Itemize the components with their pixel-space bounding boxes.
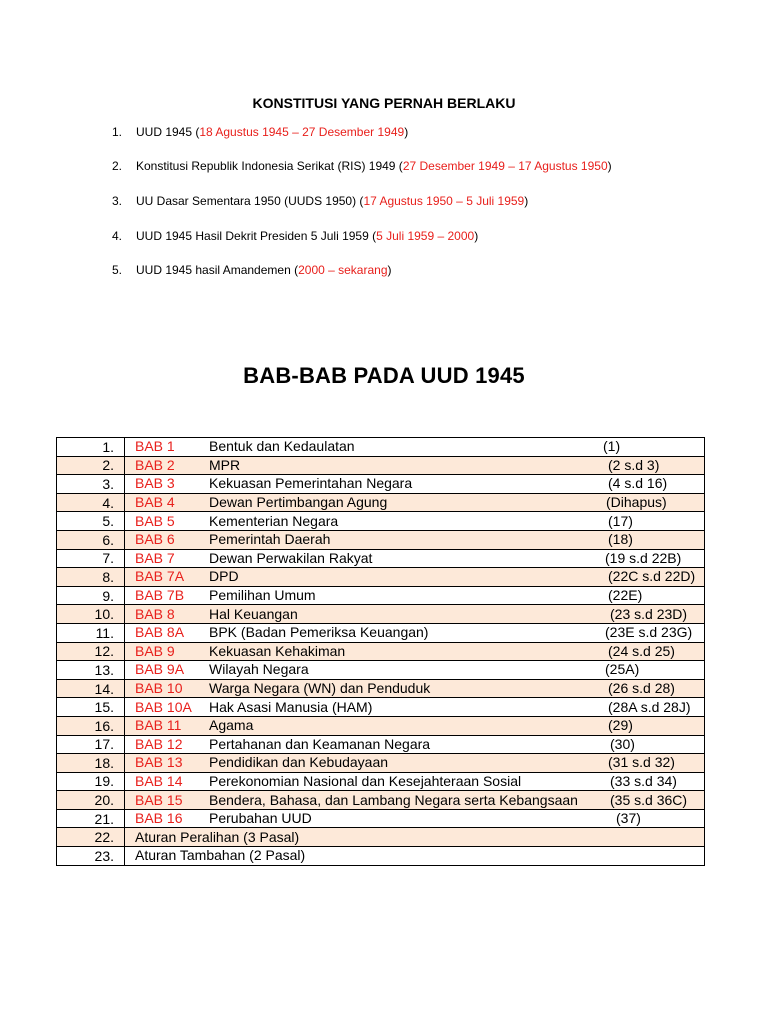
table-row: [57, 586, 705, 605]
row-content: [125, 586, 705, 605]
bab-label: BAB 14: [135, 772, 183, 789]
row-content: [125, 791, 705, 810]
row-number: 19.: [57, 772, 125, 791]
konstitusi-item-text: UUD 1945 Hasil Dekrit Presiden 5 Juli 1959 (: [136, 229, 377, 243]
bab-label: BAB 12: [135, 735, 183, 752]
row-number: 10.: [57, 605, 125, 624]
article-range: (28A s.d 28J): [608, 698, 691, 715]
bab-label: BAB 13: [135, 754, 183, 771]
table-row: [57, 847, 705, 866]
table-row: [57, 438, 705, 457]
konstitusi-item-number: 4.: [112, 229, 123, 243]
bab-name: Aturan Peralihan (3 Pasal): [135, 828, 300, 845]
bab-name: Aturan Tambahan (2 Pasal): [135, 847, 306, 864]
row-content: [125, 530, 705, 549]
article-range: (23 s.d 23D): [610, 605, 688, 622]
konstitusi-item-period: 27 Desember 1949 – 17 Agustus 1950: [402, 159, 608, 173]
article-range: (17): [608, 512, 633, 529]
row-content: [125, 605, 705, 624]
konstitusi-item-period: 18 Agustus 1945 – 27 Desember 1949: [199, 125, 405, 139]
article-range: (26 s.d 28): [608, 680, 675, 697]
table-row: [57, 493, 705, 512]
article-range: (2 s.d 3): [608, 456, 660, 473]
article-range: (23E s.d 23G): [605, 624, 693, 641]
table-row: [57, 735, 705, 754]
row-content: [125, 828, 705, 847]
konstitusi-item-text: UUD 1945 (: [136, 125, 200, 139]
bab-name: Agama: [209, 717, 254, 734]
row-content: [125, 568, 705, 587]
bab-name: DPD: [209, 568, 239, 585]
konstitusi-item-close: ): [387, 263, 392, 277]
row-content: [125, 772, 705, 791]
konstitusi-item-period: 17 Agustus 1950 – 5 Juli 1959: [363, 194, 525, 208]
bab-label: BAB 4: [135, 494, 175, 511]
row-number: 20.: [57, 791, 125, 810]
row-number: 5.: [57, 512, 125, 531]
bab-name: Dewan Pertimbangan Agung: [209, 494, 388, 511]
article-range: (18): [608, 531, 633, 548]
table-row: [57, 623, 705, 642]
row-content: [125, 512, 705, 531]
article-range: (35 s.d 36C): [610, 791, 688, 808]
row-number: 15.: [57, 698, 125, 717]
konstitusi-item-period: 2000 – sekarang: [298, 263, 388, 277]
page-title: KONSTITUSI YANG PERNAH BERLAKU: [252, 95, 516, 111]
row-number: 7.: [57, 549, 125, 568]
row-content: [125, 493, 705, 512]
table-row: [57, 549, 705, 568]
table-row: [57, 642, 705, 661]
table-row: [57, 698, 705, 717]
konstitusi-item: [112, 263, 392, 277]
article-range: (37): [616, 810, 641, 827]
bab-label: BAB 9: [135, 642, 175, 659]
table-row: [57, 791, 705, 810]
table-row: [57, 716, 705, 735]
article-range: (33 s.d 34): [610, 772, 677, 789]
row-content: [125, 847, 705, 866]
bab-label: BAB 5: [135, 512, 175, 529]
row-number: 2.: [57, 456, 125, 475]
bab-name: Perubahan UUD: [209, 810, 312, 827]
bab-name: Hak Asasi Manusia (HAM): [209, 698, 373, 715]
bab-label: BAB 8: [135, 605, 175, 622]
konstitusi-item-number: 5.: [112, 263, 123, 277]
konstitusi-item-text: UU Dasar Sementara 1950 (UUDS 1950) (: [136, 194, 364, 208]
bab-label: BAB 11: [135, 717, 182, 734]
bab-label: BAB 3: [135, 475, 175, 492]
konstitusi-item-text: Konstitusi Republik Indonesia Serikat (RIS) 1949 (: [136, 159, 403, 173]
row-number: 1.: [57, 438, 125, 457]
table-row: [57, 475, 705, 494]
bab-name: MPR: [209, 456, 241, 473]
row-content: [125, 475, 705, 494]
article-range: (25A): [605, 661, 640, 678]
bab-name: Kekuasan Pemerintahan Negara: [209, 475, 413, 492]
bab-name: Pendidikan dan Kebudayaan: [209, 754, 389, 771]
row-number: 11.: [57, 623, 125, 642]
row-number: 8.: [57, 568, 125, 587]
row-number: 6.: [57, 530, 125, 549]
row-number: 22.: [57, 828, 125, 847]
table-row: [57, 605, 705, 624]
row-content: [125, 642, 705, 661]
bab-label: BAB 8A: [135, 624, 185, 641]
konstitusi-item-text: UUD 1945 hasil Amandemen (: [136, 263, 299, 277]
bab-label: BAB 1: [135, 438, 175, 455]
bab-name: Kekuasan Kehakiman: [209, 642, 346, 659]
konstitusi-item-period: 5 Juli 1959 – 2000: [376, 229, 475, 243]
row-content: [125, 809, 705, 828]
article-range: (19 s.d 22B): [605, 549, 682, 566]
bab-name: Pertahanan dan Keamanan Negara: [209, 735, 431, 752]
row-content: [125, 716, 705, 735]
konstitusi-item-close: ): [474, 229, 479, 243]
bab-label: BAB 7: [135, 549, 175, 566]
bab-name: Pemerintah Daerah: [209, 531, 331, 548]
row-number: 4.: [57, 493, 125, 512]
table-row: [57, 512, 705, 531]
row-number: 13.: [57, 661, 125, 680]
table-row: [57, 530, 705, 549]
article-range: (22E): [608, 587, 643, 604]
bab-label: BAB 7B: [135, 587, 185, 604]
bab-label: BAB 15: [135, 791, 183, 808]
article-range: (24 s.d 25): [608, 642, 675, 659]
konstitusi-item-number: 3.: [112, 194, 123, 208]
table-row: [57, 772, 705, 791]
row-content: [125, 698, 705, 717]
konstitusi-item-close: ): [607, 159, 612, 173]
table-row: [57, 679, 705, 698]
row-number: 17.: [57, 735, 125, 754]
bab-label: BAB 16: [135, 810, 183, 827]
row-content: [125, 735, 705, 754]
bab-name: Pemilihan Umum: [209, 587, 316, 604]
article-range: (29): [608, 717, 633, 734]
row-number: 9.: [57, 586, 125, 605]
section-title: BAB-BAB PADA UUD 1945: [243, 363, 525, 388]
konstitusi-item-close: ): [404, 125, 409, 139]
konstitusi-item: [112, 159, 612, 173]
row-number: 3.: [57, 475, 125, 494]
bab-label: BAB 10: [135, 680, 183, 697]
bab-name: Warga Negara (WN) dan Penduduk: [209, 680, 431, 697]
table-row: [57, 828, 705, 847]
row-number: 12.: [57, 642, 125, 661]
bab-label: BAB 6: [135, 531, 175, 548]
row-content: [125, 549, 705, 568]
bab-name: Bendera, Bahasa, dan Lambang Negara serta Kebangsaan: [209, 791, 578, 808]
konstitusi-item: [112, 125, 408, 139]
article-range: (1): [603, 438, 621, 455]
article-range: (22C s.d 22D): [608, 568, 696, 585]
row-content: [125, 661, 705, 680]
konstitusi-item-number: 2.: [112, 159, 123, 173]
row-number: 21.: [57, 809, 125, 828]
table-row: [57, 809, 705, 828]
bab-label: BAB 10A: [135, 698, 192, 715]
row-content: [125, 623, 705, 642]
bab-name: Wilayah Negara: [209, 661, 309, 678]
bab-name: Perekonomian Nasional dan Kesejahteraan Sosial: [209, 772, 522, 789]
row-content: [125, 438, 705, 457]
article-range: (30): [610, 735, 635, 752]
bab-name: BPK (Badan Pemeriksa Keuangan): [209, 624, 429, 641]
article-range: (4 s.d 16): [608, 475, 668, 492]
bab-name: Hal Keuangan: [209, 605, 298, 622]
row-number: 14.: [57, 679, 125, 698]
bab-name: Kementerian Negara: [209, 512, 339, 529]
bab-name: Bentuk dan Kedaulatan: [209, 438, 355, 455]
bab-label: BAB 9A: [135, 661, 185, 678]
table-row: [57, 754, 705, 773]
bab-table: [56, 437, 705, 866]
article-range: (31 s.d 32): [608, 754, 675, 771]
konstitusi-item: [112, 194, 528, 208]
bab-name: Dewan Perwakilan Rakyat: [209, 549, 373, 566]
bab-label: BAB 7A: [135, 568, 185, 585]
konstitusi-item-number: 1.: [112, 125, 123, 139]
article-range: (Dihapus): [606, 494, 667, 511]
row-content: [125, 754, 705, 773]
row-content: [125, 456, 705, 475]
bab-label: BAB 2: [135, 456, 175, 473]
konstitusi-item-close: ): [524, 194, 529, 208]
table-row: [57, 661, 705, 680]
table-row: [57, 456, 705, 475]
table-row: [57, 568, 705, 587]
row-number: 16.: [57, 716, 125, 735]
row-content: [125, 679, 705, 698]
konstitusi-item: [112, 229, 478, 243]
row-number: 23.: [57, 847, 125, 866]
row-number: 18.: [57, 754, 125, 773]
